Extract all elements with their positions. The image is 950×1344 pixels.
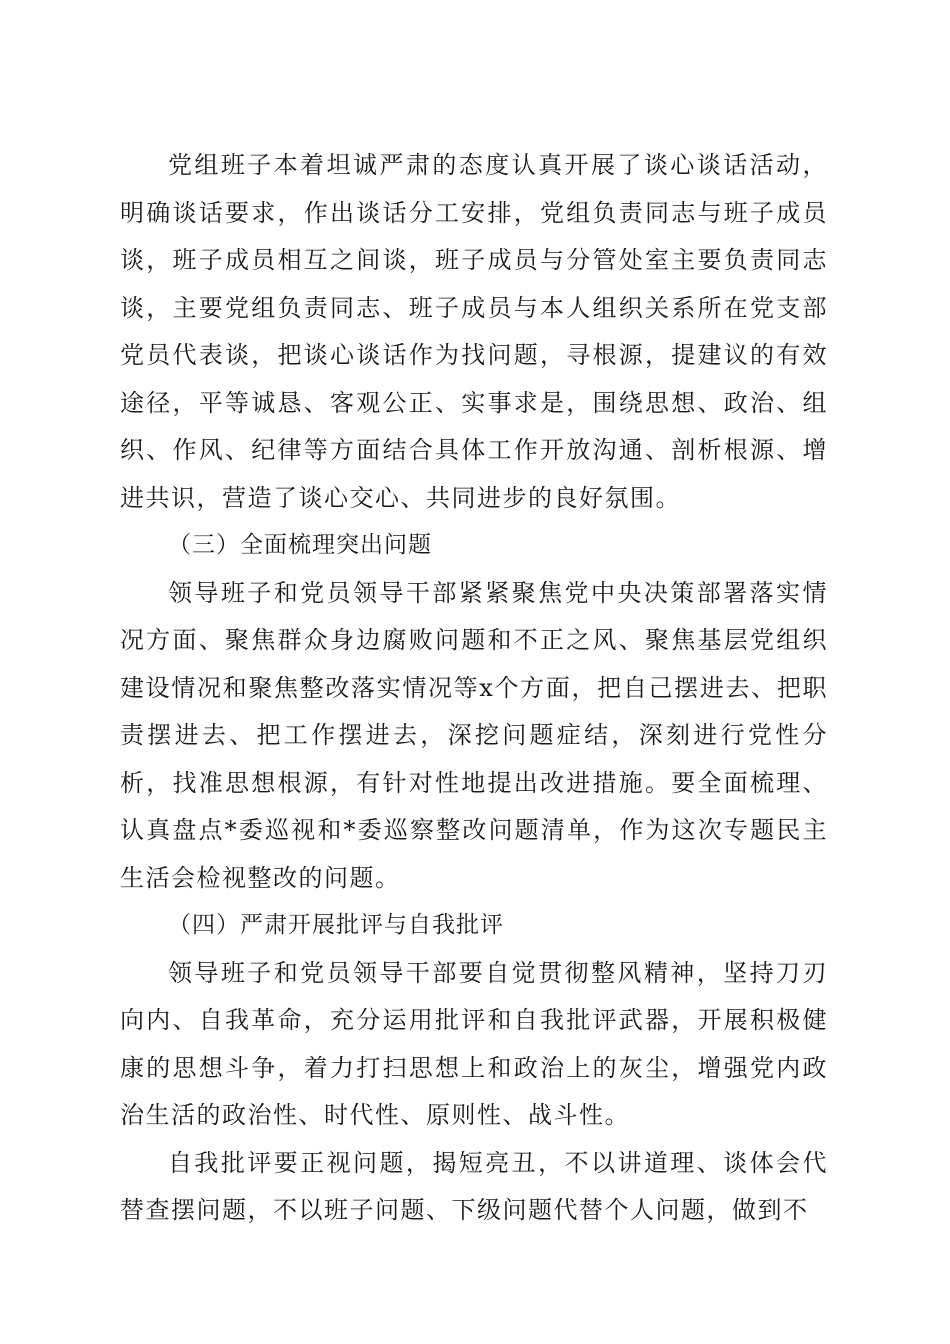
paragraph-sort-problems: 领导班子和党员领导干部紧紧聚焦党中央决策部署落实情况方面、聚焦群众身边腐败问题和不正之风、聚焦基层党组织建设情况和聚焦整改落实情况等x个方面，把自己摆进去、把职责摆进去、把工作摆进去，深挖问题症结，深刻进行党性分析，找准思想根源，有针对性地提出改进措施。要全面梳理、认真盘点*委巡视和*委巡察整改问题清单，作为这次专题民主生活会检视整改的问题。 (120, 578, 828, 892)
paragraph-talk-activity: 党组班子本着坦诚严肃的态度认真开展了谈心谈话活动，明确谈话要求，作出谈话分工安排，党组负责同志与班子成员谈，班子成员相互之间谈，班子成员与分管处室主要负责同志谈，主要党组负责同志、班子成员与本人组织关系所在党支部党员代表谈，把谈心谈话作为找问题，寻根源，提建议的有效途径，平等诚恳、客观公正、实事求是，围绕思想、政治、组织、作风、纪律等方面结合具体工作开放沟通、剖析根源、增进共识，营造了谈心交心、共同进步的良好氛围。 (120, 151, 828, 512)
section-heading-3: （三）全面梳理突出问题 (168, 532, 432, 558)
paragraph-self-criticism: 自我批评要正视问题，揭短亮丑，不以讲道理、谈体会代替查摆问题，不以班子问题、下级问题代替个人问题，做到不 (120, 1148, 828, 1224)
document-page (120, 142, 828, 1235)
section-heading-4: （四）严肃开展批评与自我批评 (168, 912, 504, 938)
paragraph-criticism: 领导班子和党员领导干部要自觉贯彻整风精神，坚持刀刃向内、自我革命，充分运用批评和自我批评武器，开展积极健康的思想斗争，着力打扫思想上和政治上的灰尘，增强党内政治生活的政治性、时代性、原则性、战斗性。 (120, 958, 828, 1129)
